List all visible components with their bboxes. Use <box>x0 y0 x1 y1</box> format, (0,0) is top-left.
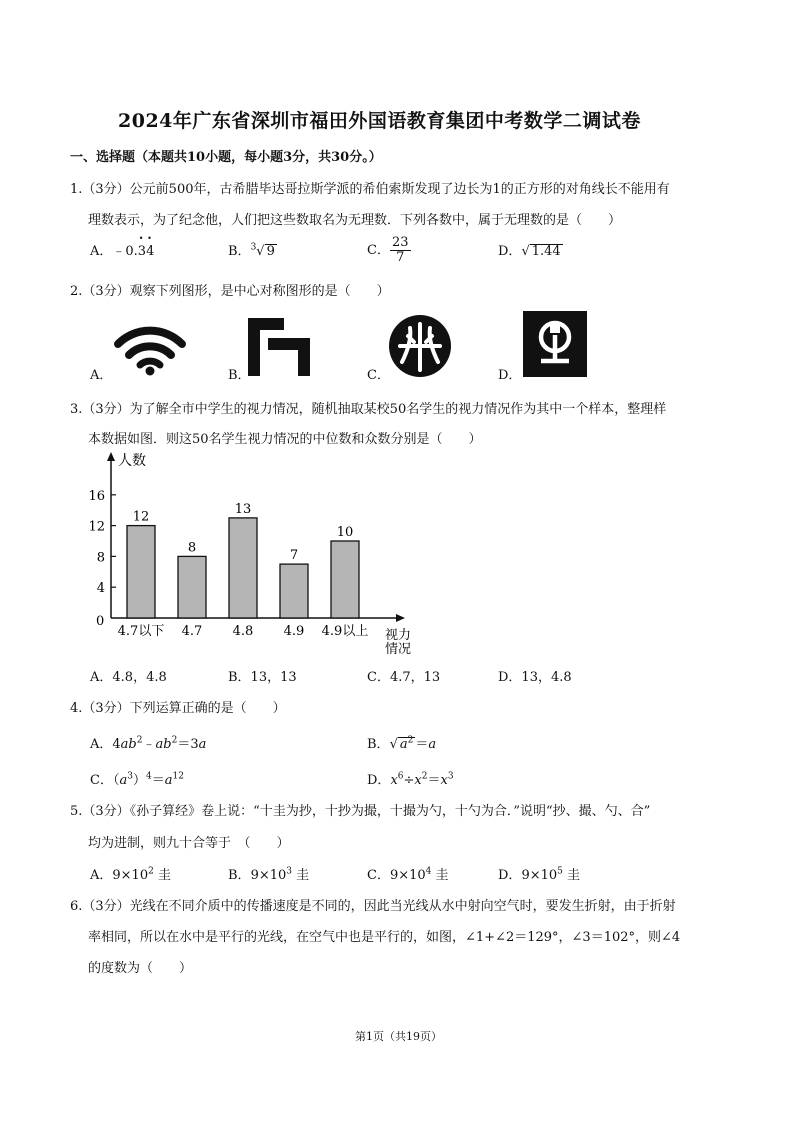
y-axis-label: 人数 <box>118 453 146 469</box>
q2-option-d-label: D． <box>498 368 522 383</box>
option-label: B． <box>228 868 251 883</box>
q1-option-a <box>90 240 154 259</box>
option-label: B． <box>228 244 251 259</box>
decimal-prefix: ﹣0. <box>112 244 138 259</box>
q4-option-b: B．√ $a^2 =a$ <box>367 735 437 752</box>
option-label: A． <box>90 244 113 259</box>
repeating-digit-2: • 4 <box>146 244 154 259</box>
bar-2 <box>229 518 257 618</box>
bar-value-label: 8 <box>187 540 197 556</box>
repeating-digit-1: • 3 <box>138 244 146 259</box>
q3-option-b: B．13，13 <box>228 670 297 685</box>
bar-chart <box>80 450 420 660</box>
q3-option-c: C．4.7，13 <box>367 670 441 685</box>
root-index: 3 <box>250 242 257 253</box>
q4-option-a: A．$4ab^2﹣ab^2=3a$ <box>90 735 207 752</box>
q4-option-c: C．$(a^3)^4=a^{12}$ <box>90 771 184 788</box>
question-6-line-3: 的度数为（ ） <box>88 961 193 976</box>
wifi-icon <box>112 318 188 376</box>
option-label: C． <box>90 773 113 788</box>
page-title: 2024年广东省深圳市福田外国语教育集团中考数学二调试卷 <box>118 110 641 132</box>
question-2-line-1: 2.（3分）观察下列图形，是中心对称图形的是（ ） <box>70 284 390 299</box>
y-tick-label: 4 <box>96 581 105 597</box>
x-tick-label: 4.9以上 <box>321 624 369 639</box>
section-heading: 一、选择题（本题共10小题，每小题3分，共30分。） <box>70 150 382 165</box>
question-3-line-2: 本数据如图．则这50名学生视力情况的中位数和众数分别是（ ） <box>88 432 482 447</box>
bar-value-label: 10 <box>336 525 354 540</box>
numerator: 23 <box>391 235 409 250</box>
bar-3 <box>280 564 308 618</box>
question-1-line-2: 理数表示，为了纪念他，人们把这些数取名为无理数．下列各数中，属于无理数的是（ ） <box>88 213 622 228</box>
bar-4 <box>331 541 359 618</box>
x-axis-label-line-2: 情况 <box>385 642 412 657</box>
option-label: C． <box>367 868 390 883</box>
option-label: B． <box>367 737 390 752</box>
q3-option-a: A．4.8，4.8 <box>90 670 167 685</box>
q2-option-a-label: A． <box>90 368 113 383</box>
option-label: A． <box>90 868 113 883</box>
question-6-line-2: 率相同，所以在水中是平行的光线，在空气中也是平行的，如图，∠1+∠2＝129°，∠3＝102°，则∠4 <box>88 930 681 945</box>
x-tick-label: 4.7以下 <box>117 624 165 639</box>
x-tick-label: 4.8 <box>232 624 254 639</box>
q5-option-d: D．$9\times 10^5$ 圭 <box>498 866 581 883</box>
q4-option-d: D．$x^6\div x^2=x^3$ <box>367 771 454 788</box>
question-4-line-1: 4.（3分）下列运算正确的是（ ） <box>70 701 286 716</box>
option-label: D． <box>498 244 522 259</box>
y-tick-label: 12 <box>88 519 105 535</box>
bar-1 <box>178 556 206 618</box>
denominator: 7 <box>396 250 405 265</box>
radicand: 9 <box>266 244 275 259</box>
bar-0 <box>127 526 155 618</box>
q1-option-b <box>228 240 277 259</box>
radicand: 1.44 <box>531 244 561 259</box>
y-axis-arrow <box>107 452 115 461</box>
bar-value-label: 7 <box>289 548 299 564</box>
radical-sign: √ <box>256 244 265 259</box>
q5-option-a: A．$9\times 10^2$ 圭 <box>90 866 171 883</box>
q1-option-c <box>367 236 411 265</box>
bar-value-label: 13 <box>234 501 252 517</box>
y-tick-label: 8 <box>96 550 105 566</box>
metro-logo-icon <box>388 314 452 378</box>
question-6-line-1: 6.（3分）光线在不同介质中的传播速度是不同的，因此当光线从水中射向空气时，要发生折射，由于折射 <box>70 899 676 914</box>
q3-option-d: D．13，4.8 <box>498 670 572 685</box>
x-tick-label: 4.9 <box>283 624 305 639</box>
corner-shapes-icon <box>248 318 310 376</box>
y-tick-label: 16 <box>88 488 105 504</box>
fraction <box>390 236 411 265</box>
question-5-line-1: 5.（3分）《孙子算经》卷上说：“十圭为抄，十抄为撮，十撮为勺，十勺为合．”说明“抄、撮、勺、合” <box>70 804 651 819</box>
option-label: A． <box>90 737 113 752</box>
page-footer: 第1页（共19页） <box>355 1030 442 1043</box>
option-label: C． <box>367 243 390 258</box>
option-label: D． <box>498 868 522 883</box>
q5-option-b: B．$9\times 10^3$ 圭 <box>228 866 310 883</box>
x-axis-label-line-1: 视力 <box>385 628 412 643</box>
bar-value-label: 12 <box>132 509 150 525</box>
q5-option-c: C．$9\times 10^4$ 圭 <box>367 866 449 883</box>
x-tick-label: 4.7 <box>181 624 203 639</box>
q1-option-d <box>498 240 563 259</box>
x-axis-arrow <box>396 614 405 622</box>
question-1-line-1: 1.（3分）公元前500年，古希腊毕达哥拉斯学派的希伯索斯发现了边长为1的正方形的对角线长不能用有 <box>70 182 670 197</box>
radical-sign: √ <box>521 244 530 259</box>
railway-logo-icon <box>523 311 587 377</box>
option-label: D． <box>367 773 391 788</box>
q2-option-c-label: C． <box>367 368 390 383</box>
q2-option-b-label: B． <box>228 368 251 383</box>
origin-label: 0 <box>96 614 105 629</box>
question-3-line-1: 3.（3分）为了解全市中学生的视力情况，随机抽取某校50名学生的视力情况作为其中一个样本，整理样 <box>70 402 667 417</box>
question-5-line-2: 均为进制，则九十合等于 （ ） <box>88 836 290 851</box>
